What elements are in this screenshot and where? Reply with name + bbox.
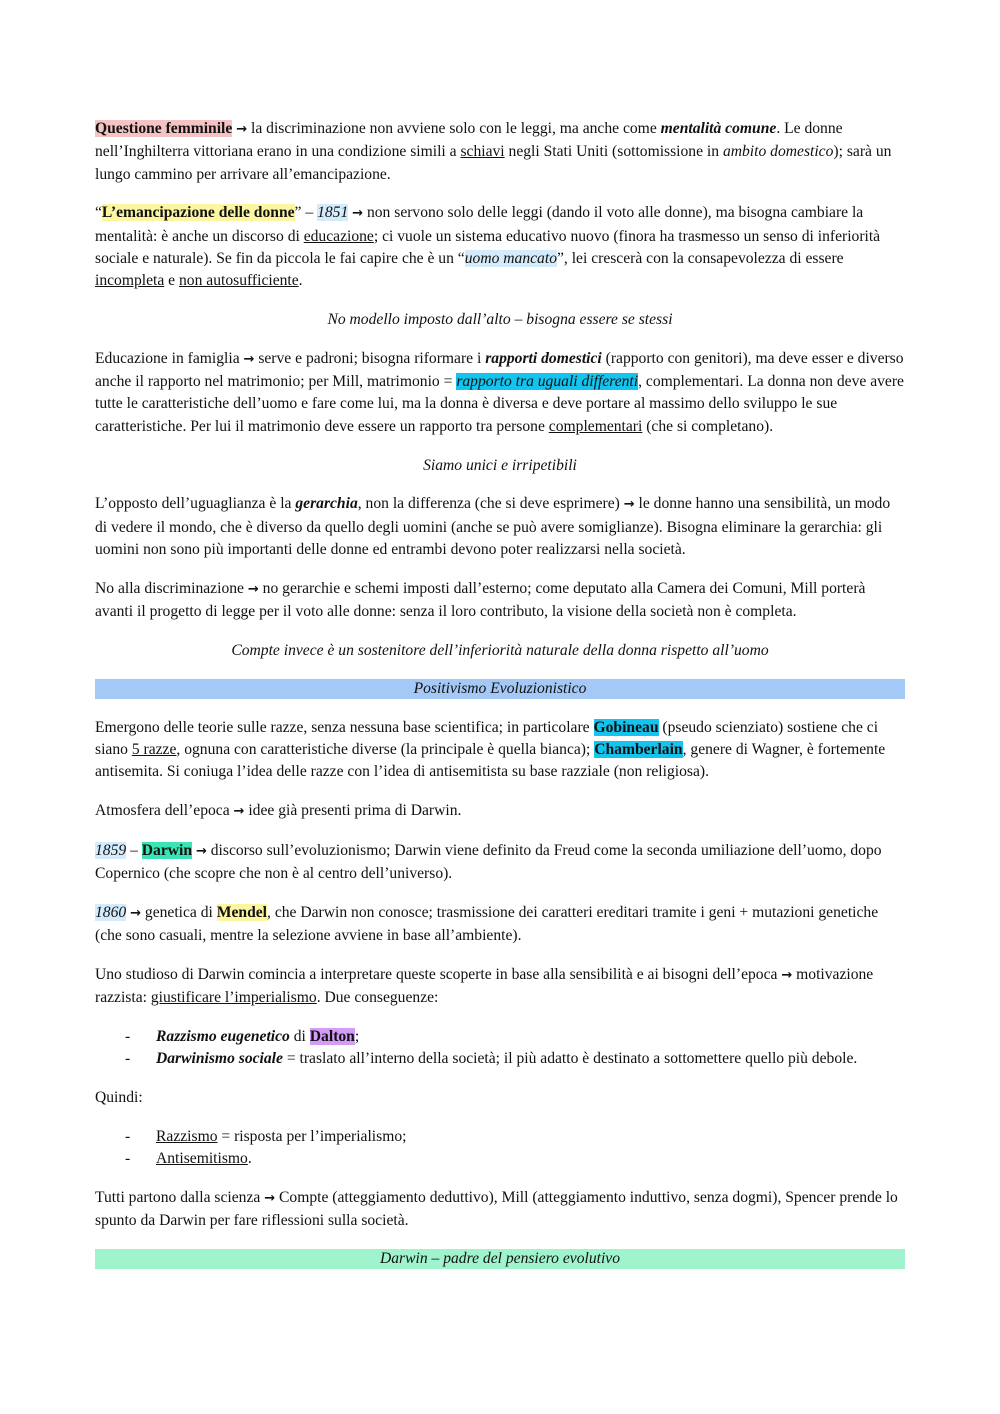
section-heading-darwin: Darwin – padre del pensiero evolutivo	[95, 1249, 905, 1269]
dash-bullet: -	[125, 1128, 131, 1145]
paragraph-quindi: Quindi:	[95, 1089, 143, 1107]
arrow-icon: →	[195, 843, 207, 859]
quindi-list	[95, 1126, 905, 1171]
arrow-icon: →	[236, 122, 248, 137]
list-item: - Darwinismo sociale = traslato all’interno della società; il più adatto è destinato a sottomettere quello più debole.	[95, 1048, 905, 1070]
paragraph-educazione-famiglia: Educazione in famiglia → serve e padroni; bisogna riformare i rapporti domestici (rapporto con genitori), ma deve esser e diverso anche il rapporto nel matrimonio; per Mill, matrimonio = rapporto tra uguali differenti, complementari. La donna non deve avere tutte le caratteristiche dell’uomo e fare come lui, ma la donna è diversa e deve portare al massimo dello sviluppo le sue caratteristiche. Per lui il matrimonio deve essere un rapporto tra persone complementari (che si completano).	[95, 349, 904, 435]
dash-bullet: -	[125, 1150, 131, 1168]
paragraph-gerarchia: L’opposto dell’uguaglianza è la gerarchia, non la differenza (che si deve esprimere) → le donne hanno una sensibilità, un modo di vedere il mondo, che è diverso da quello degli uomini (anche se può avere somiglianze). Bisogna eliminare la gerarchia: gli uomini non sono più importanti delle donne ed entrambi devono poter realizzarsi nella società.	[95, 495, 891, 558]
centered-note: Compte invece è un sostenitore dell’inferiorità naturale della donna rispetto all’uomo	[231, 641, 769, 659]
arrow-icon: →	[352, 206, 364, 222]
section-heading-positivismo: Positivismo Evoluzionistico	[95, 679, 905, 699]
highlight-year: 1859	[95, 841, 127, 859]
highlight-year: 1851	[317, 204, 349, 222]
highlight-name: Mendel	[216, 903, 268, 921]
highlight-name: Gobineau	[593, 718, 659, 736]
paragraph-tutti-partono: Tutti partono dalla scienza → Compte (atteggiamento deduttivo), Mill (atteggiamento induttivo, senza dogmi), Spencer prende lo spunto da Darwin per fare riflessioni sulla società.	[95, 1189, 898, 1230]
highlight-name: Chamberlain	[594, 740, 683, 758]
paragraph-atmosfera: Atmosfera dell’epoca → idee già presenti prima di Darwin.	[95, 802, 462, 820]
highlight-name: Darwin	[141, 841, 193, 859]
paragraph-discriminazione: No alla discriminazione → no gerarchie e schemi imposti dall’esterno; come deputato alla Camera dei Comuni, Mill porterà avanti il progetto di legge per il voto alle donne: senza il loro contributo, la visione della società non è completa.	[95, 579, 866, 621]
centered-note: No modello imposto dall’alto – bisogna essere se stessi	[327, 311, 673, 329]
paragraph-darwin-1859: 1859 – Darwin → discorso sull’evoluzionismo; Darwin viene definito da Freud come la seconda umiliazione dell’uomo, dopo Copernico (che scopre che non è al centro dell’universo).	[95, 841, 882, 883]
list-item: - Razzismo eugenetico di Dalton;	[95, 1026, 905, 1048]
highlight-name: Dalton	[309, 1028, 355, 1046]
dash-bullet: -	[125, 1028, 131, 1046]
arrow-icon: →	[781, 968, 793, 984]
consequences-list	[95, 1026, 905, 1071]
paragraph-teorie-razze: Emergono delle teorie sulle razze, senza nessuna base scientifica; in particolare Gobineau (pseudo scienziato) sostiene che ci siano 5 razze, ognuna con caratteristiche diverse (la principale è quella bianca); Chamberlain, genere di Wagner, è fortemente antisemita. Si coniuga l’idea delle razze con l’idea di antisemitista su base razziale (non religiosa).	[95, 718, 886, 781]
document-body	[95, 118, 905, 1287]
centered-note: Siamo unici e irripetibili	[423, 456, 577, 474]
arrow-icon: →	[130, 905, 141, 921]
dash-bullet: -	[125, 1050, 131, 1068]
paragraph-mendel-1860: 1860 → genetica di Mendel, che Darwin non conosce; trasmissione dei caratteri ereditari tramite i geni + mutazioni genetiche (che sono casuali, mentre la selezione avviene in base all’ambiente).	[95, 903, 879, 945]
arrow-icon: →	[247, 581, 259, 597]
list-item: - Antisemitismo.	[95, 1148, 905, 1170]
paragraph-studioso-darwin: Uno studioso di Darwin comincia a interpretare queste scoperte in base alla sensibilità e ai bisogni dell’epoca → motivazione razzista: giustificare l’imperialismo. Due conseguenze:	[95, 966, 874, 1007]
arrow-icon: →	[233, 804, 245, 820]
arrow-icon: →	[623, 497, 635, 513]
arrow-icon: →	[264, 1191, 276, 1207]
list-item: - Razzismo = risposta per l’imperialismo;	[95, 1126, 905, 1148]
highlight-term: Questione femminile	[95, 120, 233, 137]
highlight-year: 1860	[95, 903, 127, 921]
arrow-icon: →	[243, 351, 255, 367]
highlight-title: L’emancipazione delle donne	[101, 204, 295, 222]
highlight-phrase: uomo mancato	[464, 249, 557, 267]
paragraph-emancipazione: “L’emancipazione delle donne” – 1851 → non servono solo delle leggi (dando il voto alle donne), ma bisogna cambiare la mentalità: è anche un discorso di educazione; ci vuole un sistema educativo nuovo (finora ha trasmesso un senso di inferiorità sociale e naturale). Se fin da piccola le fai capire che è un “uomo mancato”, lei crescerà con la consapevolezza di essere incompleta e non autosufficiente.	[95, 204, 881, 290]
highlight-phrase: rapporto tra uguali differenti	[456, 373, 639, 391]
paragraph-questione-femminile: Questione femminile → la discriminazione non avviene solo con le leggi, ma anche come mentalità comune. Le donne nell’Inghilterra vittoriana erano in una condizione simili a schiavi negli Stati Uniti (sottomissione in ambito domestico); sarà un lungo cammino per arrivare all’emancipazione.	[95, 120, 892, 183]
